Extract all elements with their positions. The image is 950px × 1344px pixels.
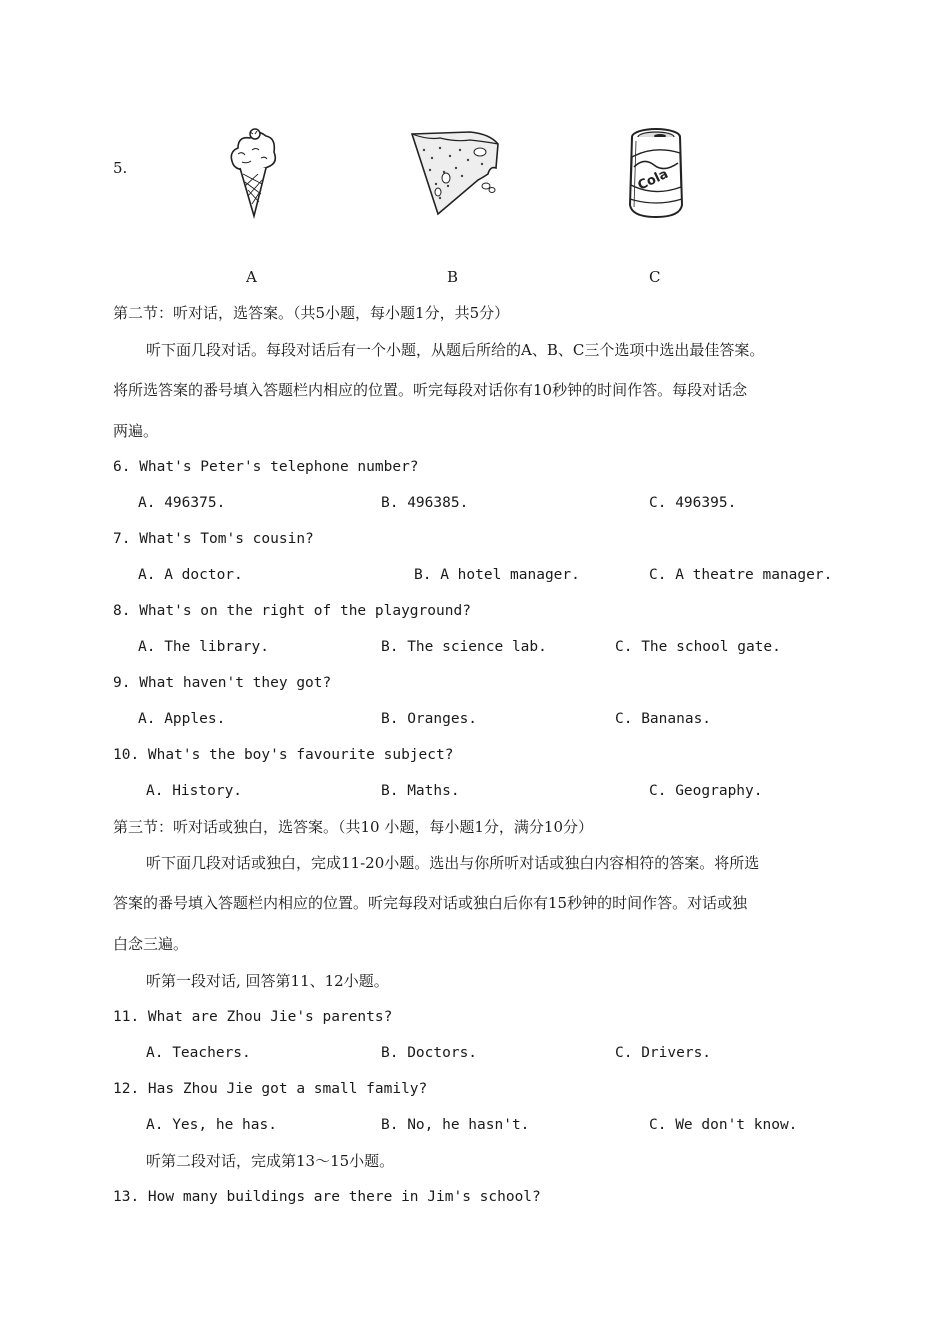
question-10: 10. What's the boy's favourite subject? bbox=[113, 747, 454, 763]
svg-text:Cola: Cola bbox=[635, 166, 671, 194]
q10-option-a: A. History. bbox=[146, 783, 243, 799]
q12-option-a: A. Yes, he has. bbox=[146, 1117, 277, 1133]
q11-option-c: C. Drivers. bbox=[615, 1045, 712, 1061]
q7-option-b: B. A hotel manager. bbox=[414, 567, 580, 583]
question-7: 7. What's Tom's cousin? bbox=[113, 531, 314, 547]
cola-can-icon bbox=[624, 127, 690, 219]
question-13: 13. How many buildings are there in Jim's school? bbox=[113, 1189, 541, 1205]
section2-instruction-line1: 听下面几段对话。每段对话后有一个小题，从题后所给的A、B、C三个选项中选出最佳答案。 bbox=[146, 341, 765, 359]
q11-option-b: B. Doctors. bbox=[381, 1045, 478, 1061]
q9-option-b: B. Oranges. bbox=[381, 711, 478, 727]
q10-option-c: C. Geography. bbox=[649, 783, 763, 799]
question-6: 6. What's Peter's telephone number? bbox=[113, 459, 419, 475]
q8-option-a: A. The library. bbox=[138, 639, 269, 655]
section2-heading: 第二节：听对话，选答案。（共5小题，每小题1分，共5分） bbox=[113, 304, 510, 322]
q9-option-c: C. Bananas. bbox=[615, 711, 712, 727]
option-label-b: B bbox=[447, 268, 459, 286]
section3-instruction-line2: 答案的番号填入答题栏内相应的位置。听完每段对话或独白后你有15秒钟的时间作答。对话或独 bbox=[113, 894, 748, 912]
question-5-number: 5. bbox=[113, 159, 128, 177]
q7-option-c: C. A theatre manager. bbox=[649, 567, 833, 583]
question-9: 9. What haven't they got? bbox=[113, 675, 332, 691]
q12-option-c: C. We don't know. bbox=[649, 1117, 798, 1133]
section3-heading: 第三节：听对话或独白，选答案。（共10 小题，每小题1分，满分10分） bbox=[113, 818, 593, 836]
part1-instruction: 听第一段对话, 回答第11、12小题。 bbox=[146, 972, 389, 990]
question-12: 12. Has Zhou Jie got a small family? bbox=[113, 1081, 428, 1097]
section2-instruction-line2: 将所选答案的番号填入答题栏内相应的位置。听完每段对话你有10秒钟的时间作答。每段对话念 bbox=[113, 381, 748, 399]
q8-option-c: C. The school gate. bbox=[615, 639, 781, 655]
option-label-a: A bbox=[246, 268, 257, 286]
section3-instruction-line3: 白念三遍。 bbox=[113, 935, 189, 953]
section3-instruction-line1: 听下面几段对话或独白，完成11-20小题。选出与你所听对话或独白内容相符的答案。将所选 bbox=[146, 854, 760, 872]
part2-instruction: 听第二段对话，完成第13～15小题。 bbox=[146, 1152, 395, 1170]
question-8: 8. What's on the right of the playground? bbox=[113, 603, 471, 619]
option-label-c: C bbox=[649, 268, 661, 286]
q6-option-b: B. 496385. bbox=[381, 495, 469, 511]
section2-instruction-line3: 两遍。 bbox=[113, 422, 159, 440]
q6-option-c: C. 496395. bbox=[649, 495, 737, 511]
q9-option-a: A. Apples. bbox=[138, 711, 226, 727]
q11-option-a: A. Teachers. bbox=[146, 1045, 251, 1061]
question-11: 11. What are Zhou Jie's parents? bbox=[113, 1009, 393, 1025]
q12-option-b: B. No, he hasn't. bbox=[381, 1117, 530, 1133]
q8-option-b: B. The science lab. bbox=[381, 639, 547, 655]
cheese-wedge-icon bbox=[410, 128, 502, 218]
ice-cream-cone-icon bbox=[228, 124, 278, 219]
q7-option-a: A. A doctor. bbox=[138, 567, 243, 583]
q10-option-b: B. Maths. bbox=[381, 783, 460, 799]
q6-option-a: A. 496375. bbox=[138, 495, 226, 511]
